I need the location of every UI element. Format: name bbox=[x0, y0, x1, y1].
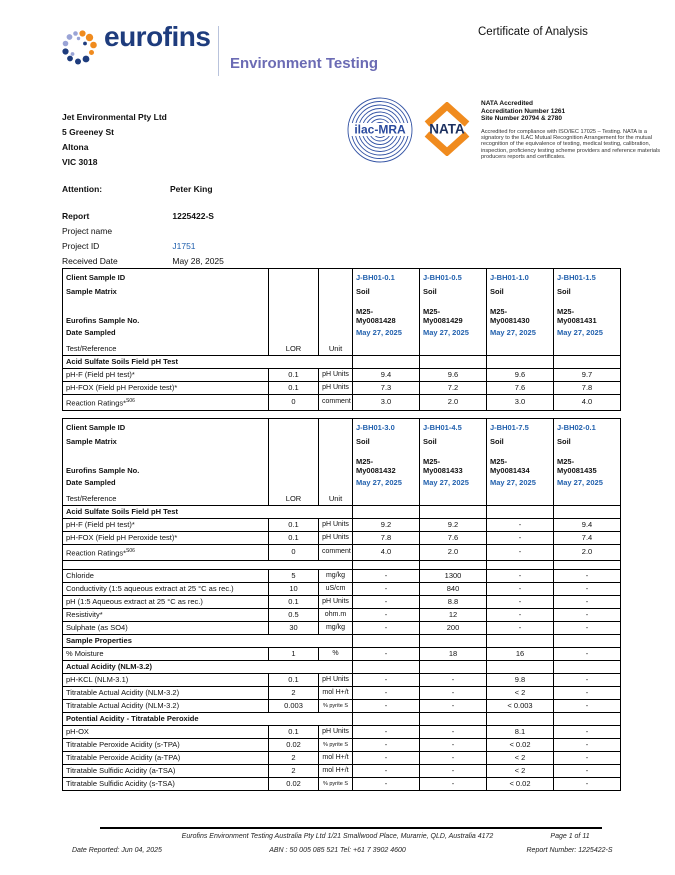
client-sample-id-label: Client Sample ID bbox=[66, 423, 126, 432]
report-number: 1225422-S bbox=[172, 211, 214, 221]
unit-cell: uS/cm bbox=[319, 582, 353, 595]
sample-header-cell bbox=[353, 269, 420, 356]
lor-cell: 1 bbox=[269, 647, 319, 660]
test-name-cell: Chloride bbox=[63, 569, 269, 582]
result-cell: < 2 bbox=[487, 751, 554, 764]
result-cell: < 2 bbox=[487, 764, 554, 777]
sample-date: May 27, 2025 bbox=[423, 328, 469, 337]
section-empty-cell bbox=[554, 712, 621, 725]
sample-header-cell bbox=[420, 419, 487, 506]
date-sampled-label: Date Sampled bbox=[66, 478, 116, 487]
result-cell: - bbox=[420, 725, 487, 738]
result-cell: - bbox=[420, 777, 487, 790]
sample-date: May 27, 2025 bbox=[557, 478, 603, 487]
result-cell: 7.8 bbox=[353, 532, 420, 545]
result-cell: - bbox=[487, 608, 554, 621]
sample-id: J-BH01-1.5 bbox=[557, 273, 596, 282]
result-cell: - bbox=[353, 686, 420, 699]
sample-header-cell bbox=[487, 269, 554, 356]
result-cell: - bbox=[487, 569, 554, 582]
result-cell: - bbox=[554, 699, 621, 712]
result-cell: - bbox=[353, 569, 420, 582]
result-cell: < 0.02 bbox=[487, 738, 554, 751]
test-reference-label: Test/Reference bbox=[66, 344, 117, 353]
results-table bbox=[62, 268, 621, 411]
result-cell: - bbox=[353, 582, 420, 595]
test-name-cell: Reaction Ratings*$^{S06}$ bbox=[63, 395, 269, 411]
lor-cell: 0.1 bbox=[269, 725, 319, 738]
result-cell: - bbox=[554, 647, 621, 660]
result-cell: - bbox=[554, 751, 621, 764]
sample-date: May 27, 2025 bbox=[557, 328, 603, 337]
sample-number: M25- My0081429 bbox=[423, 307, 463, 325]
table-row bbox=[63, 582, 621, 595]
result-cell: - bbox=[353, 699, 420, 712]
unit-header-cell bbox=[319, 419, 353, 506]
sample-date: May 27, 2025 bbox=[356, 328, 402, 337]
result-cell: 7.6 bbox=[420, 532, 487, 545]
project-id-label: Project ID bbox=[62, 241, 100, 251]
unit-cell: mol H+/t bbox=[319, 686, 353, 699]
result-cell: 4.0 bbox=[353, 545, 420, 561]
sample-number: M25- My0081435 bbox=[557, 457, 597, 475]
result-cell: 1300 bbox=[420, 569, 487, 582]
sample-matrix: Soil bbox=[356, 437, 370, 446]
sample-matrix: Soil bbox=[423, 287, 437, 296]
test-name-cell: Resistivity* bbox=[63, 608, 269, 621]
sample-number: M25- My0081430 bbox=[490, 307, 530, 325]
results-table bbox=[62, 418, 621, 791]
nata-logo bbox=[420, 102, 474, 161]
sample-id: J-BH01-7.5 bbox=[490, 423, 529, 432]
client-address-block bbox=[62, 110, 167, 170]
result-cell: - bbox=[420, 738, 487, 751]
result-cell: < 0.003 bbox=[487, 699, 554, 712]
section-empty-cell bbox=[487, 356, 554, 369]
result-cell: 16 bbox=[487, 647, 554, 660]
unit-cell: % bbox=[319, 647, 353, 660]
result-cell: - bbox=[420, 751, 487, 764]
lor-cell: 0.1 bbox=[269, 532, 319, 545]
lor-cell: 10 bbox=[269, 582, 319, 595]
sample-matrix-label: Sample Matrix bbox=[66, 437, 117, 446]
test-name-cell: Titratable Actual Acidity (NLM-3.2) bbox=[63, 699, 269, 712]
result-cell: 8.1 bbox=[487, 725, 554, 738]
section-label-cell: Sample Properties bbox=[63, 634, 353, 647]
table-row bbox=[63, 519, 621, 532]
table-row bbox=[63, 764, 621, 777]
section-empty-cell bbox=[487, 712, 554, 725]
table-row bbox=[63, 738, 621, 751]
sample-number: M25- My0081433 bbox=[423, 457, 463, 475]
footer-rule bbox=[100, 827, 602, 829]
sample-number: M25- My0081434 bbox=[490, 457, 530, 475]
brand-division: Environment Testing bbox=[230, 55, 379, 72]
unit-cell: % pyrite S bbox=[319, 777, 353, 790]
table-row bbox=[63, 532, 621, 545]
lor-cell: 30 bbox=[269, 621, 319, 634]
received-date-value: May 28, 2025 bbox=[172, 256, 224, 266]
footer-page-number: Page 1 of 11 bbox=[550, 833, 590, 840]
eurofins-logo bbox=[60, 20, 210, 73]
client-state: VIC 3018 bbox=[62, 157, 98, 167]
sample-number: M25- My0081431 bbox=[557, 307, 597, 325]
lor-cell: 0.5 bbox=[269, 608, 319, 621]
section-empty-cell bbox=[487, 634, 554, 647]
result-cell: 7.3 bbox=[353, 382, 420, 395]
section-empty-cell bbox=[420, 634, 487, 647]
result-cell: - bbox=[420, 686, 487, 699]
result-cell: 7.2 bbox=[420, 382, 487, 395]
table-row bbox=[63, 545, 621, 561]
result-cell: - bbox=[353, 751, 420, 764]
result-cell: 3.0 bbox=[487, 395, 554, 411]
result-cell: - bbox=[554, 621, 621, 634]
section-label-cell: Acid Sulfate Soils Field pH Test bbox=[63, 506, 353, 519]
client-sample-id-label: Client Sample ID bbox=[66, 273, 126, 282]
unit-label: Unit bbox=[328, 344, 343, 353]
result-cell: - bbox=[420, 699, 487, 712]
sample-date: May 27, 2025 bbox=[356, 478, 402, 487]
section-row bbox=[63, 660, 621, 673]
result-cell: - bbox=[487, 545, 554, 561]
test-name-cell: pH-OX bbox=[63, 725, 269, 738]
result-cell: 9.8 bbox=[487, 673, 554, 686]
sample-id: J-BH01-3.0 bbox=[356, 423, 395, 432]
result-cell: - bbox=[353, 738, 420, 751]
project-name-label: Project name bbox=[62, 226, 113, 236]
result-cell: - bbox=[420, 673, 487, 686]
lor-header-cell bbox=[269, 269, 319, 356]
test-reference-label: Test/Reference bbox=[66, 494, 117, 503]
result-cell: - bbox=[487, 582, 554, 595]
sample-id: J-BH01-0.1 bbox=[356, 273, 395, 282]
section-label-cell: Actual Acidity (NLM-3.2) bbox=[63, 660, 353, 673]
table-row bbox=[63, 673, 621, 686]
results-table-2 bbox=[62, 418, 620, 791]
svg-text:NATA: NATA bbox=[429, 121, 465, 137]
result-cell: - bbox=[420, 764, 487, 777]
table-row bbox=[63, 621, 621, 634]
sample-matrix: Soil bbox=[557, 437, 571, 446]
unit-cell: pH Units bbox=[319, 595, 353, 608]
lor-header-cell bbox=[269, 419, 319, 506]
brand-divider bbox=[218, 26, 219, 76]
eurofins-sample-no-label: Eurofins Sample No. bbox=[66, 466, 140, 475]
eurofins-sample-no-label: Eurofins Sample No. bbox=[66, 316, 140, 325]
attention-row bbox=[62, 184, 213, 194]
unit-cell: mol H+/t bbox=[319, 764, 353, 777]
svg-text:ilac-MRA: ilac-MRA bbox=[354, 122, 406, 137]
table-row bbox=[63, 725, 621, 738]
result-cell: 4.0 bbox=[554, 395, 621, 411]
unit-cell: pH Units bbox=[319, 369, 353, 382]
header-labels-cell bbox=[63, 419, 269, 506]
footer-address: Eurofins Environment Testing Australia Pty Ltd 1/21 Smallwood Place, Murarrie, QLD, Australia 4172 bbox=[181, 833, 494, 840]
result-cell: - bbox=[554, 608, 621, 621]
result-cell: 9.6 bbox=[487, 369, 554, 382]
result-cell: 7.4 bbox=[554, 532, 621, 545]
test-name-cell: pH (1:5 Aqueous extract at 25 °C as rec.) bbox=[63, 595, 269, 608]
section-row bbox=[63, 506, 621, 519]
result-cell: 8.8 bbox=[420, 595, 487, 608]
result-cell: 9.7 bbox=[554, 369, 621, 382]
section-empty-cell bbox=[554, 356, 621, 369]
section-row bbox=[63, 634, 621, 647]
lor-cell: 0.1 bbox=[269, 673, 319, 686]
result-cell: - bbox=[554, 569, 621, 582]
accreditation-line3: Site Number 20794 & 2780 bbox=[481, 115, 562, 122]
section-empty-cell bbox=[353, 356, 420, 369]
lor-cell: 0.1 bbox=[269, 369, 319, 382]
sample-matrix: Soil bbox=[557, 287, 571, 296]
test-name-cell: Titratable Actual Acidity (NLM-3.2) bbox=[63, 686, 269, 699]
document-title: Certificate of Analysis bbox=[478, 26, 588, 38]
test-name-cell: pH-F (Field pH test)* bbox=[63, 519, 269, 532]
unit-cell: mg/kg bbox=[319, 569, 353, 582]
result-cell: - bbox=[554, 686, 621, 699]
table-row bbox=[63, 382, 621, 395]
table-row bbox=[63, 699, 621, 712]
report-info-block bbox=[62, 209, 224, 269]
unit-cell: pH Units bbox=[319, 519, 353, 532]
result-cell: - bbox=[487, 519, 554, 532]
sample-number: M25- My0081432 bbox=[356, 457, 396, 475]
result-cell: - bbox=[554, 673, 621, 686]
result-cell: 3.0 bbox=[353, 395, 420, 411]
section-empty-cell bbox=[487, 660, 554, 673]
table-header-row bbox=[63, 419, 621, 506]
table-row bbox=[63, 686, 621, 699]
accreditation-body: Accredited for compliance with ISO/IEC 17025 – Testing. NATA is a signatory to the ILAC Mutual Recognition Arrangement for the mutual recognition of the equivalence of testing, medical testing, calibration, inspection, proficiency testing scheme providers and reference materials producers reports and certificates. bbox=[481, 128, 661, 161]
result-cell: 7.6 bbox=[487, 382, 554, 395]
test-name-cell: Titratable Sulfidic Acidity (a-TSA) bbox=[63, 764, 269, 777]
ilac-mra-logo bbox=[346, 96, 414, 169]
sample-matrix-label: Sample Matrix bbox=[66, 287, 117, 296]
received-date-label: Received Date bbox=[62, 256, 118, 266]
lor-cell: 0.02 bbox=[269, 738, 319, 751]
result-cell: 18 bbox=[420, 647, 487, 660]
sample-header-cell bbox=[554, 419, 621, 506]
unit-label: Unit bbox=[328, 494, 343, 503]
section-label-cell: Acid Sulfate Soils Field pH Test bbox=[63, 356, 353, 369]
section-empty-cell bbox=[353, 506, 420, 519]
section-empty-cell bbox=[420, 712, 487, 725]
section-empty-cell bbox=[487, 506, 554, 519]
test-name-cell: Titratable Peroxide Acidity (a-TPA) bbox=[63, 751, 269, 764]
sample-matrix: Soil bbox=[423, 437, 437, 446]
lor-cell: 0.003 bbox=[269, 699, 319, 712]
sample-date: May 27, 2025 bbox=[490, 328, 536, 337]
client-name: Jet Environmental Pty Ltd bbox=[62, 112, 167, 122]
result-cell: - bbox=[353, 647, 420, 660]
lor-cell: 0.1 bbox=[269, 595, 319, 608]
footer-abn: ABN : 50 005 085 521 Tel: +61 7 3902 4600 bbox=[269, 847, 406, 854]
result-cell: 2.0 bbox=[420, 395, 487, 411]
result-cell: - bbox=[353, 608, 420, 621]
table-header-row bbox=[63, 269, 621, 356]
section-empty-cell bbox=[353, 634, 420, 647]
lor-cell: 5 bbox=[269, 569, 319, 582]
accreditation-line2: Accreditation Number 1261 bbox=[481, 107, 566, 115]
table-row bbox=[63, 777, 621, 790]
section-empty-cell bbox=[554, 634, 621, 647]
test-name-cell: Sulphate (as SO4) bbox=[63, 621, 269, 634]
footer-date-reported: Date Reported: Jun 04, 2025 bbox=[72, 847, 162, 854]
footer-report-number: Report Number: 1225422-S bbox=[526, 847, 613, 854]
unit-cell: % pyrite S bbox=[319, 699, 353, 712]
result-cell: 2.0 bbox=[554, 545, 621, 561]
lor-cell: 2 bbox=[269, 751, 319, 764]
spacer-cell bbox=[420, 560, 487, 569]
spacer-row bbox=[63, 560, 621, 569]
sample-matrix: Soil bbox=[356, 287, 370, 296]
result-cell: - bbox=[554, 738, 621, 751]
header-labels-cell bbox=[63, 269, 269, 356]
sample-header-cell bbox=[487, 419, 554, 506]
test-name-cell: pH-FOX (Field pH Peroxide test)* bbox=[63, 382, 269, 395]
result-cell: 9.2 bbox=[353, 519, 420, 532]
sample-date: May 27, 2025 bbox=[490, 478, 536, 487]
unit-cell: comment bbox=[319, 545, 353, 561]
test-name-cell: Conductivity (1:5 aqueous extract at 25 °C as rec.) bbox=[63, 582, 269, 595]
unit-cell: mol H+/t bbox=[319, 751, 353, 764]
sample-id: J-BH02-0.1 bbox=[557, 423, 596, 432]
sample-number: M25- My0081428 bbox=[356, 307, 396, 325]
result-cell: - bbox=[554, 725, 621, 738]
unit-cell: ohm.m bbox=[319, 608, 353, 621]
result-cell: 9.4 bbox=[353, 369, 420, 382]
section-empty-cell bbox=[420, 660, 487, 673]
result-cell: - bbox=[353, 673, 420, 686]
date-sampled-label: Date Sampled bbox=[66, 328, 116, 337]
lor-label: LOR bbox=[285, 344, 302, 353]
test-name-cell: Titratable Peroxide Acidity (s-TPA) bbox=[63, 738, 269, 751]
result-cell: - bbox=[487, 595, 554, 608]
result-cell: 7.8 bbox=[554, 382, 621, 395]
table-row bbox=[63, 608, 621, 621]
sample-header-cell bbox=[420, 269, 487, 356]
test-name-cell: % Moisture bbox=[63, 647, 269, 660]
lor-label: LOR bbox=[285, 494, 302, 503]
project-id-link[interactable]: J1751 bbox=[172, 241, 196, 251]
result-cell: < 2 bbox=[487, 686, 554, 699]
sample-matrix: Soil bbox=[490, 437, 504, 446]
sample-header-cell bbox=[353, 419, 420, 506]
unit-header-cell bbox=[319, 269, 353, 356]
unit-cell: mg/kg bbox=[319, 621, 353, 634]
test-name-cell: pH-F (Field pH test)* bbox=[63, 369, 269, 382]
section-row bbox=[63, 356, 621, 369]
lor-cell: 0.02 bbox=[269, 777, 319, 790]
result-cell: - bbox=[353, 621, 420, 634]
attention-label: Attention: bbox=[62, 184, 103, 194]
table-row bbox=[63, 369, 621, 382]
result-cell: - bbox=[487, 532, 554, 545]
section-empty-cell bbox=[420, 506, 487, 519]
result-cell: - bbox=[554, 777, 621, 790]
table-row bbox=[63, 647, 621, 660]
unit-cell: comment bbox=[319, 395, 353, 411]
test-name-cell: pH-KCL (NLM-3.1) bbox=[63, 673, 269, 686]
unit-cell: pH Units bbox=[319, 673, 353, 686]
unit-cell: pH Units bbox=[319, 725, 353, 738]
results-table-1 bbox=[62, 268, 620, 411]
accreditation-block bbox=[481, 100, 663, 161]
sample-header-cell bbox=[554, 269, 621, 356]
lor-cell: 2 bbox=[269, 764, 319, 777]
sample-matrix: Soil bbox=[490, 287, 504, 296]
sample-id: J-BH01-1.0 bbox=[490, 273, 529, 282]
lor-cell: 0 bbox=[269, 395, 319, 411]
result-cell: 12 bbox=[420, 608, 487, 621]
result-cell: - bbox=[554, 595, 621, 608]
section-empty-cell bbox=[554, 660, 621, 673]
result-cell: - bbox=[487, 621, 554, 634]
lor-cell: 0.1 bbox=[269, 519, 319, 532]
spacer-cell bbox=[63, 560, 353, 569]
result-cell: - bbox=[353, 764, 420, 777]
table-row bbox=[63, 395, 621, 411]
section-empty-cell bbox=[353, 660, 420, 673]
result-cell: 9.2 bbox=[420, 519, 487, 532]
result-cell: 9.4 bbox=[554, 519, 621, 532]
result-cell: - bbox=[353, 725, 420, 738]
section-empty-cell bbox=[554, 506, 621, 519]
table-row bbox=[63, 569, 621, 582]
attention-value: Peter King bbox=[170, 184, 213, 194]
result-cell: - bbox=[353, 777, 420, 790]
unit-cell: % pyrite S bbox=[319, 738, 353, 751]
spacer-cell bbox=[554, 560, 621, 569]
test-name-cell: Reaction Ratings*$^{S06}$ bbox=[63, 545, 269, 561]
spacer-cell bbox=[353, 560, 420, 569]
table-row bbox=[63, 595, 621, 608]
result-cell: 2.0 bbox=[420, 545, 487, 561]
lor-cell: 0.1 bbox=[269, 382, 319, 395]
sample-id: J-BH01-4.5 bbox=[423, 423, 462, 432]
result-cell: - bbox=[554, 764, 621, 777]
test-name-cell: Titratable Sulfidic Acidity (s-TSA) bbox=[63, 777, 269, 790]
sample-date: May 27, 2025 bbox=[423, 478, 469, 487]
accreditation-line1: NATA Accredited bbox=[481, 100, 534, 107]
client-street: 5 Greeney St bbox=[62, 127, 114, 137]
result-cell: 9.6 bbox=[420, 369, 487, 382]
section-row bbox=[63, 712, 621, 725]
section-empty-cell bbox=[353, 712, 420, 725]
unit-cell: pH Units bbox=[319, 532, 353, 545]
spacer-cell bbox=[487, 560, 554, 569]
sample-id: J-BH01-0.5 bbox=[423, 273, 462, 282]
client-suburb: Altona bbox=[62, 142, 89, 152]
result-cell: 200 bbox=[420, 621, 487, 634]
brand-name: eurofins bbox=[104, 21, 211, 52]
result-cell: 840 bbox=[420, 582, 487, 595]
report-label: Report bbox=[62, 211, 90, 221]
unit-cell: pH Units bbox=[319, 382, 353, 395]
result-cell: - bbox=[353, 595, 420, 608]
section-label-cell: Potential Acidity - Titratable Peroxide bbox=[63, 712, 353, 725]
result-cell: - bbox=[554, 582, 621, 595]
result-cell: < 0.02 bbox=[487, 777, 554, 790]
section-empty-cell bbox=[420, 356, 487, 369]
lor-cell: 0 bbox=[269, 545, 319, 561]
lor-cell: 2 bbox=[269, 686, 319, 699]
test-name-cell: pH-FOX (Field pH Peroxide test)* bbox=[63, 532, 269, 545]
eurofins-dots-icon bbox=[60, 28, 100, 73]
table-row bbox=[63, 751, 621, 764]
